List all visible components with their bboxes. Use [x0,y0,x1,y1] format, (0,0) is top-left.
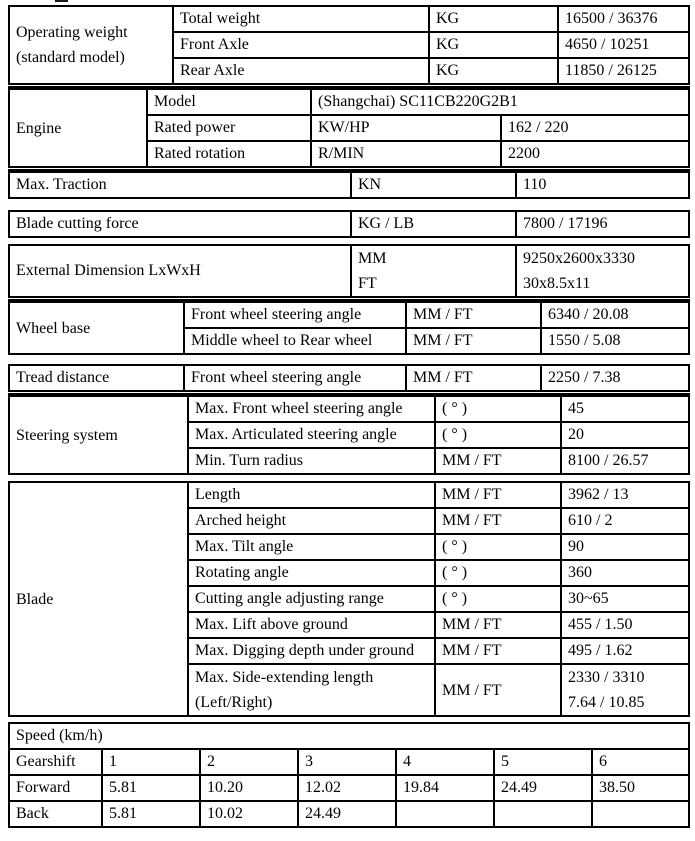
spec-item-label: Rotating angle [188,560,435,586]
table-row [9,395,689,422]
spec-unit: MM / FT [435,482,561,508]
table-row [9,171,689,198]
spec-item-label: Max. Tilt angle [188,534,435,560]
spec-unit: MM / FT [435,638,561,664]
table-row [9,301,689,328]
spec-unit: ( ° ) [435,560,561,586]
spec-item-label: Blade cutting force [9,211,351,237]
spec-group-label: Steering system [9,395,188,474]
speed-row-label: Back [9,801,102,827]
speed-table [8,722,690,828]
table-row [9,211,689,237]
speed-header-gearshift: Gearshift [9,749,102,775]
speed-value: 24.49 [298,801,396,827]
unit-line2: FT [358,275,377,292]
unit-line1: MM [358,250,387,267]
speed-header-gear: 6 [592,749,689,775]
speed-title: Speed (km/h) [9,723,689,749]
spec-value: 2250 / 7.38 [541,365,689,391]
speed-value: 5.81 [102,801,200,827]
blade-cutting-force-table [8,210,690,238]
spec-item-label: Front Axle [173,32,429,58]
spec-item-label: Front wheel steering angle [184,301,406,328]
wheel-base-table [8,299,690,355]
speed-value-empty [494,801,592,827]
speed-value: 12.02 [298,775,396,801]
group-label-line2: (standard model) [16,49,125,66]
spec-value: 3962 / 13 [561,482,689,508]
value-line1: 9250x2600x3330 [523,250,635,267]
spec-item-label: Max. Articulated steering angle [188,422,435,448]
spec-value: 90 [561,534,689,560]
spec-value: 20 [561,422,689,448]
speed-row-label: Forward [9,775,102,801]
spec-unit: KN [351,171,516,198]
table-row [9,245,689,297]
spec-item-label: Length [188,482,435,508]
spec-unit: KG [429,58,558,84]
value-line2: 30x8.5x11 [523,275,591,292]
spec-item-label: External Dimension LxWxH [9,245,351,297]
blade-table [8,481,690,717]
speed-header-gear: 5 [494,749,592,775]
spec-group-label: Blade [9,482,188,716]
spec-unit: KW/HP [311,115,501,141]
engine-table [8,86,690,168]
table-row [9,365,689,391]
speed-value-empty [592,801,689,827]
spec-group-label: Wheel base [9,301,184,354]
spec-item-label: Arched height [188,508,435,534]
table-row [9,88,689,115]
spec-value: 455 / 1.50 [561,612,689,638]
table-row [9,482,689,508]
spec-unit: ( ° ) [435,534,561,560]
spec-value: 1550 / 5.08 [541,328,689,354]
spec-unit: MM / FT [406,301,541,328]
spec-value: 4650 / 10251 [558,32,689,58]
spec-value [516,245,689,297]
table-row [9,775,689,801]
table-row [9,6,689,32]
spec-value [561,664,689,716]
spec-group-label [9,6,173,84]
spec-unit: ( ° ) [435,395,561,422]
speed-value: 5.81 [102,775,200,801]
item-line1: Max. Side-extending length [195,669,374,686]
spec-unit: MM / FT [406,365,541,391]
speed-value: 19.84 [396,775,494,801]
spec-item-label: Cutting angle adjusting range [188,586,435,612]
table-row [9,723,689,749]
spec-unit: MM / FT [435,664,561,716]
spec-value: 16500 / 36376 [558,6,689,32]
spec-item-label: Rated rotation [147,141,311,167]
speed-header-gear: 2 [200,749,298,775]
item-line2: (Left/Right) [195,694,273,711]
speed-header-gear: 4 [396,749,494,775]
spec-item-label: Max. Traction [9,171,351,198]
speed-value: 10.20 [200,775,298,801]
speed-value: 10.02 [200,801,298,827]
spec-item-label: Model [147,88,311,115]
spec-group-label: Engine [9,88,147,167]
spec-unit: MM / FT [435,448,561,474]
spec-value: 8100 / 26.57 [561,448,689,474]
spec-value: 162 / 220 [501,115,689,141]
cropped-text-artifact [55,0,68,2]
spec-unit: KG [429,6,558,32]
spec-item-label: Max. Digging depth under ground [188,638,435,664]
spec-value: 360 [561,560,689,586]
external-dimension-table [8,244,690,298]
spec-unit: KG / LB [351,211,516,237]
spec-value: 2200 [501,141,689,167]
spec-unit: KG [429,32,558,58]
spec-item-label [188,664,435,716]
group-label-line1: Operating weight [16,24,128,41]
spec-unit: ( ° ) [435,586,561,612]
spec-value: 6340 / 20.08 [541,301,689,328]
spec-item-label: Rear Axle [173,58,429,84]
spec-item-label: Max. Front wheel steering angle [188,395,435,422]
spec-group-label: Tread distance [9,365,184,391]
table-row [9,749,689,775]
speed-value: 24.49 [494,775,592,801]
spec-unit [351,245,516,297]
operating-weight-table [8,5,690,85]
speed-value-empty [396,801,494,827]
spec-unit: MM / FT [435,508,561,534]
spec-unit: MM / FT [435,612,561,638]
spec-item-label: Min. Turn radius [188,448,435,474]
max-traction-table [8,169,690,199]
spec-item-label: Max. Lift above ground [188,612,435,638]
spec-item-label: Middle wheel to Rear wheel [184,328,406,354]
spec-value: 610 / 2 [561,508,689,534]
spec-unit: R/MIN [311,141,501,167]
spec-unit: ( ° ) [435,422,561,448]
spec-value: (Shangchai) SC11CB220G2B1 [311,88,689,115]
value-line1: 2330 / 3310 [568,669,645,686]
spec-value: 45 [561,395,689,422]
spec-value: 110 [516,171,689,198]
steering-system-table [8,393,690,475]
spec-value: 7800 / 17196 [516,211,689,237]
spec-unit: MM / FT [406,328,541,354]
spec-value: 11850 / 26125 [558,58,689,84]
spec-value: 30~65 [561,586,689,612]
speed-header-gear: 3 [298,749,396,775]
spec-item-label: Front wheel steering angle [184,365,406,391]
spec-item-label: Total weight [173,6,429,32]
speed-value: 38.50 [592,775,689,801]
table-row [9,801,689,827]
value-line2: 7.64 / 10.85 [568,694,645,711]
spec-value: 495 / 1.62 [561,638,689,664]
speed-header-gear: 1 [102,749,200,775]
tread-distance-table [8,364,690,392]
spec-item-label: Rated power [147,115,311,141]
